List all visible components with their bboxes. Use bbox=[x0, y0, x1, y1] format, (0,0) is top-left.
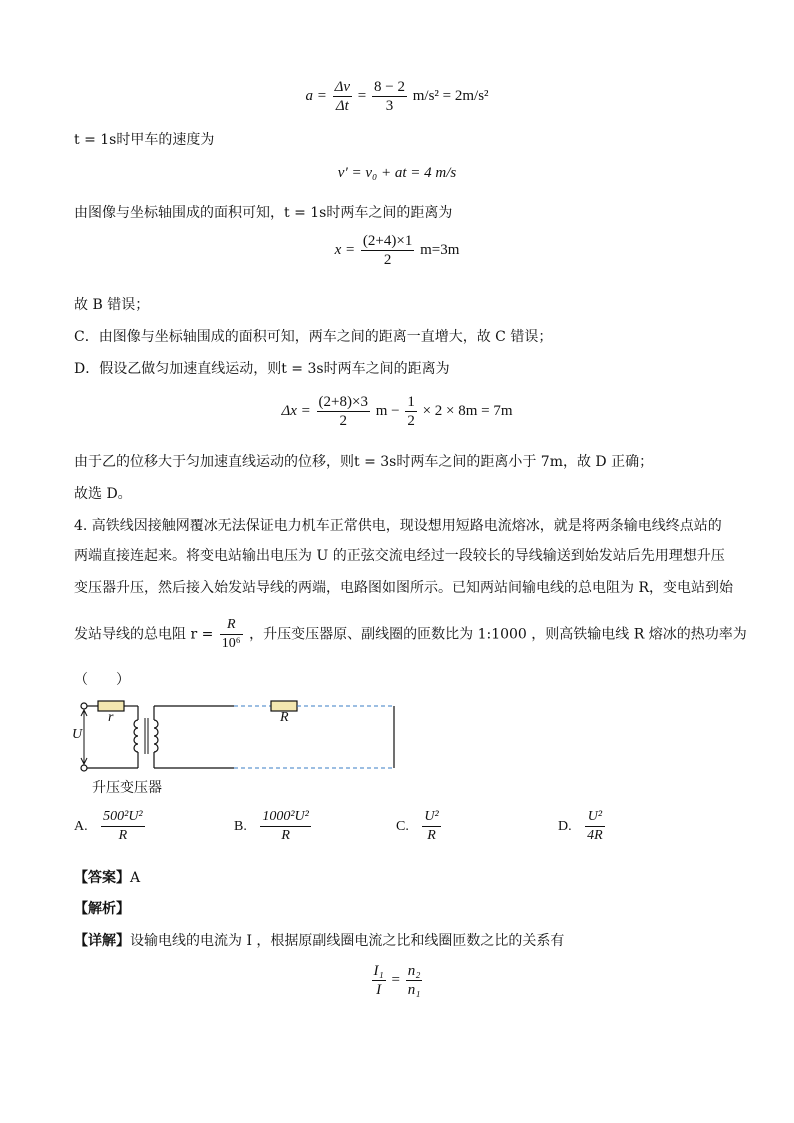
eq-dx-mid: m − bbox=[375, 402, 400, 419]
option-d-label: D. bbox=[558, 818, 572, 834]
equation-acceleration bbox=[0, 78, 794, 115]
eq-a-f2-den: 3 bbox=[385, 98, 394, 114]
detail-line bbox=[74, 931, 754, 951]
terminal-bottom bbox=[81, 765, 87, 771]
q4-line4-b: ，升压变压器原、副线圈的匝数比为 1:1000 ，则高铁输电线 R 熔冰的热功率为 bbox=[249, 626, 747, 643]
eq-a-f1-num: Δv bbox=[334, 79, 351, 95]
label-U: U bbox=[72, 727, 83, 742]
analysis-tag: 【解析】 bbox=[74, 901, 130, 917]
question-4-line-4 bbox=[74, 616, 754, 653]
equation-delta-x bbox=[0, 393, 794, 430]
option-b[interactable] bbox=[234, 808, 313, 845]
eq-dx-f1-num: (2+8)×3 bbox=[318, 394, 368, 410]
eq-dx-f1-den: 2 bbox=[339, 413, 347, 429]
eq-x-num: (2+4)×1 bbox=[362, 233, 413, 249]
eq-ratio-den2: n₁ bbox=[407, 982, 421, 998]
question-4-line-3: 变压器升压，然后接入始发站导线的两端，电路图如图所示。已知两站间输电线的总电阻为 R，变电站到始 bbox=[74, 580, 733, 596]
d-conclusion: 由于乙的位移大于匀加速直线运动的位移，则t = 3s时两车之间的距离小于 7m，故 D 正确； bbox=[74, 454, 654, 470]
eq-dx-lhs: Δx = bbox=[281, 402, 311, 419]
question-4-line-1: 4. 高铁线因接触网覆冰无法保证电力机车正常供电，现设想用短路电流熔冰，就是将两条输电线终点站的 bbox=[74, 518, 722, 534]
label-R: R bbox=[280, 710, 289, 725]
eq-dx-f2-num: 1 bbox=[407, 394, 415, 410]
option-b-label: B. bbox=[234, 818, 247, 834]
eq-x-den: 2 bbox=[383, 252, 392, 268]
answer-value: A bbox=[130, 870, 141, 886]
option-b-num: 1000²U² bbox=[260, 808, 311, 827]
circuit-caption: 升压变压器 bbox=[92, 780, 162, 796]
eq-a-f2-num: 8 − 2 bbox=[374, 79, 405, 95]
option-a[interactable] bbox=[74, 808, 147, 845]
option-b-den: R bbox=[281, 828, 290, 843]
secondary-coil bbox=[154, 720, 158, 752]
c-line: C．由图像与坐标轴围成的面积可知，两车之间的距离一直增大，故 C 错误； bbox=[74, 329, 553, 345]
option-a-num: 500²U² bbox=[101, 808, 145, 827]
equation-ratio: $\frac{\text{I₁}}{I}$ = $\frac{\text{n₂}}{\text{n₁}}$ bbox=[373, 963, 421, 998]
choose-answer: 故选 D。 bbox=[74, 486, 132, 502]
answer-tag: 【答案】 bbox=[74, 870, 130, 886]
eq-a-tail: m/s² = 2m/s² bbox=[412, 87, 489, 104]
eq-a-lhs: a = bbox=[305, 87, 327, 104]
eq-x-tail: m=3m bbox=[420, 241, 460, 258]
eq-x-lhs: x = bbox=[334, 241, 356, 258]
eq-a-eq: = bbox=[357, 87, 367, 104]
label-r: r bbox=[108, 710, 114, 725]
t1-text: t = 1s时甲车的速度为 bbox=[74, 132, 215, 148]
option-a-label: A. bbox=[74, 818, 88, 834]
equation-x bbox=[0, 232, 794, 269]
eq-a-f1-den: Δt bbox=[335, 98, 349, 114]
eq-dx-tail: × 2 × 8m = 7m bbox=[422, 402, 513, 419]
question-4-line-2: 两端直接连起来。将变电站输出电压为 U 的正弦交流电经过一段较长的导线输送到始发站后先用理想升压 bbox=[74, 548, 725, 564]
option-c-label: C. bbox=[396, 818, 409, 834]
option-c-den: R bbox=[427, 828, 436, 843]
answer-paren: （ ） bbox=[74, 672, 130, 688]
option-d[interactable] bbox=[558, 808, 607, 845]
q4-line4-den: 10⁶ bbox=[221, 636, 241, 651]
eq-ratio-den1: I bbox=[376, 982, 382, 998]
terminal-top bbox=[81, 703, 87, 709]
option-c[interactable] bbox=[396, 808, 443, 845]
area-text: 由图像与坐标轴围成的面积可知，t = 1s时两车之间的距离为 bbox=[74, 205, 453, 221]
option-a-den: R bbox=[118, 828, 128, 843]
d-line: D．假设乙做匀加速直线运动，则t = 3s时两车之间的距离为 bbox=[74, 361, 450, 377]
detail-text: 设输电线的电流为 I ，根据原副线圈电流之比和线圈匝数之比的关系有 bbox=[130, 933, 565, 949]
eq-dx-f2-den: 2 bbox=[407, 413, 415, 429]
q4-line4-num: R bbox=[220, 616, 243, 635]
equation-velocity: v′ = v₀ + at = 4 m/s bbox=[337, 165, 457, 181]
primary-coil bbox=[134, 720, 138, 752]
option-c-num: U² bbox=[422, 808, 440, 827]
analysis-line bbox=[74, 899, 754, 919]
answer-line bbox=[74, 868, 754, 888]
q4-line4-a: 发站导线的总电阻 r = bbox=[74, 626, 214, 643]
detail-tag: 【详解】 bbox=[74, 933, 130, 949]
b-wrong: 故 B 错误； bbox=[74, 297, 150, 313]
option-d-num: U² bbox=[585, 808, 605, 827]
option-d-den: 4R bbox=[587, 828, 603, 843]
eq-ratio-num1: I₁ bbox=[373, 963, 384, 979]
eq-ratio-num2: n₂ bbox=[407, 963, 421, 979]
